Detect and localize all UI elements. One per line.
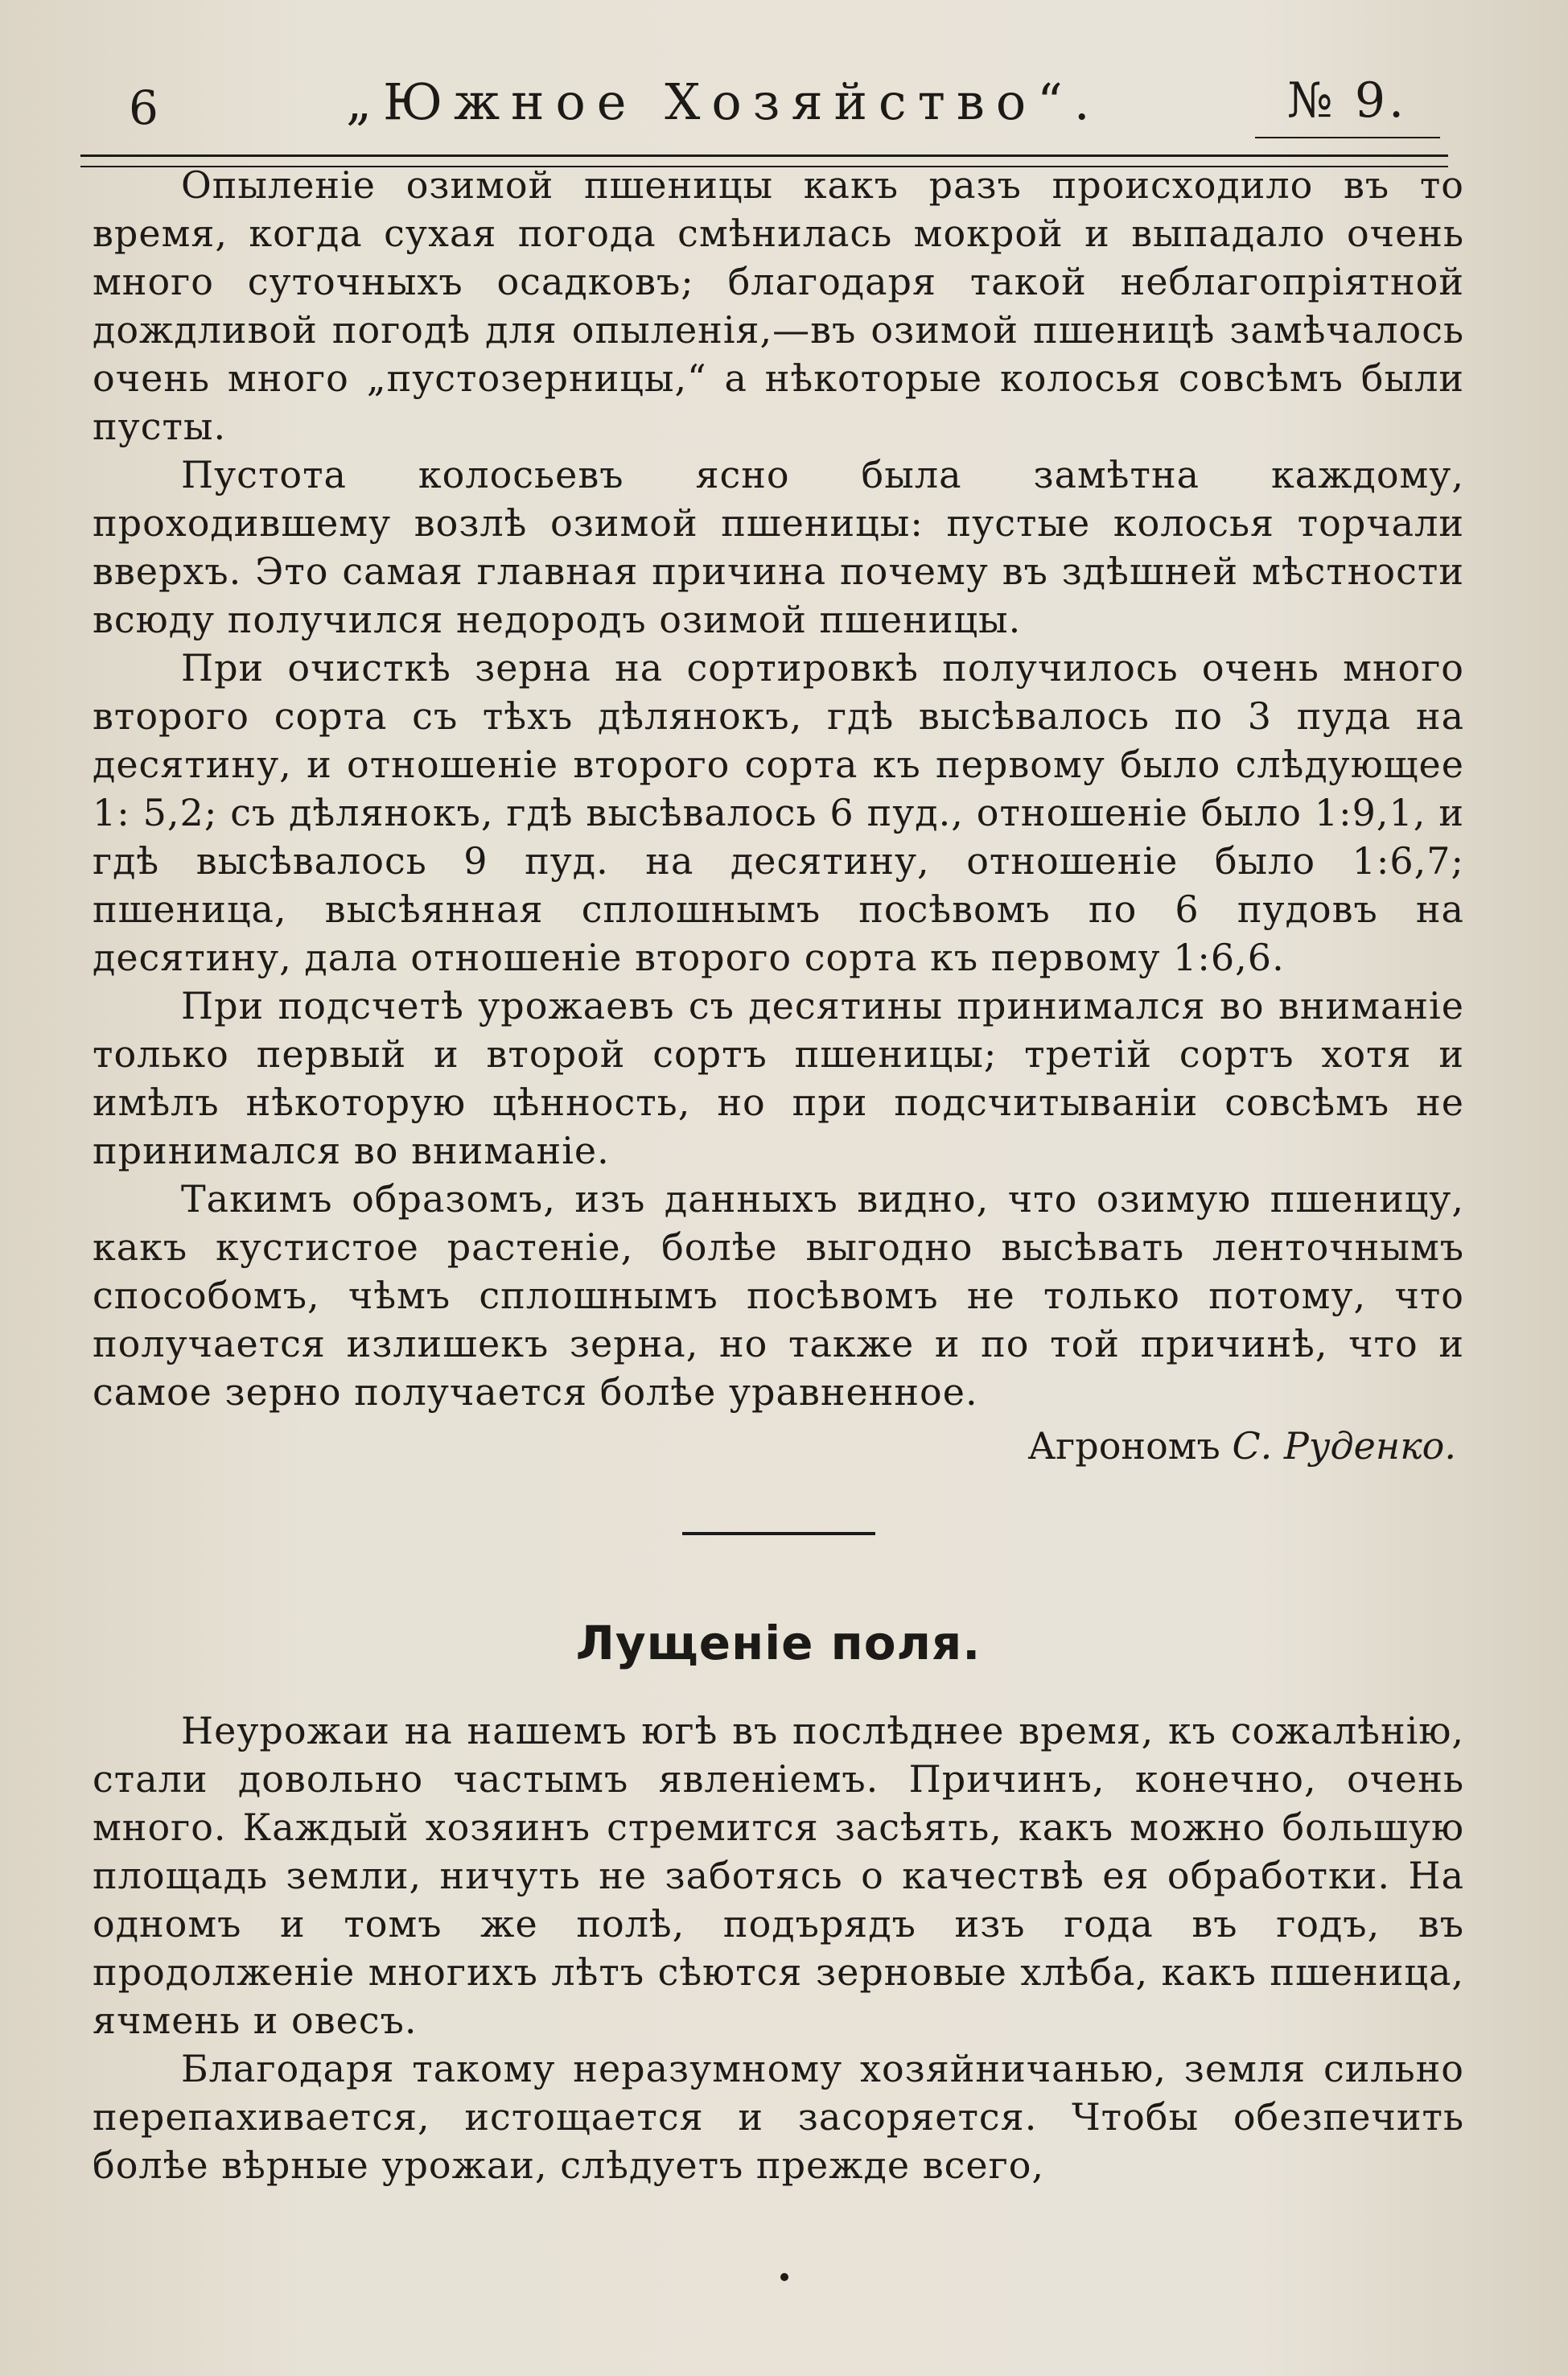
issue-number: № 9. <box>1287 72 1408 129</box>
article2-title: Лущеніе поля. <box>575 1616 982 1670</box>
section-separator <box>682 1532 875 1535</box>
header-rule-top <box>80 154 1448 157</box>
page-dot <box>780 2273 788 2281</box>
signature-role: Агрономъ <box>1027 1424 1220 1468</box>
issue-underline <box>1255 137 1440 138</box>
article1-paragraph-3: При очисткѣ зерна на сортировкѣ получилось очень много второго сорта съ тѣхъ дѣлянокъ, гдѣ высѣвалось по 3 пуда на десятину, и отношеніе второго сорта къ первому было слѣдующее 1: 5,2; съ дѣлянокъ, гдѣ высѣвалось 6 пуд., отношеніе было 1:9,1, и гдѣ высѣвалось 9 пуд. на десятину, отношеніе было 1:6,7; пшеница, высѣянная сплошнымъ посѣвомъ по 6 пудовъ на десятину, дала отношеніе второго сорта къ первому 1:6,6. <box>93 646 1464 979</box>
page-body <box>93 161 1464 2189</box>
signature <box>93 1424 1464 1468</box>
page-header <box>113 48 1440 153</box>
article1-paragraph-4: При подсчетѣ урожаевъ съ десятины принимался во вниманіе только первый и второй сортъ пшеницы; третій сортъ хотя и имѣлъ нѣкоторую цѣнность, но при подсчитываніи совсѣмъ не принимался во вниманіе. <box>93 984 1464 1172</box>
article2-paragraph-2: Благодаря такому неразумному хозяйничанью, земля сильно перепахивается, истощается и засоряется. Чтобы обезпечить болѣе вѣрные урожаи, слѣдуетъ прежде всего, <box>93 2047 1464 2187</box>
article1-paragraph-1: Опыленіе озимой пшеницы какъ разъ происходило въ то время, когда сухая погода смѣнилась мокрой и выпадало очень много суточныхъ осадковъ; благодаря такой неблагопріятной дождливой погодѣ для опыленія,—въ озимой пшеницѣ замѣчалось очень много „пустозерницы,“ а нѣкоторые колосья совсѣмъ были пусты. <box>93 163 1464 448</box>
page-number: 6 <box>129 80 158 135</box>
article2-paragraph-1: Неурожаи на нашемъ югѣ въ послѣднее время, къ сожалѣнію, стали довольно частымъ явленіемъ. Причинъ, конечно, очень много. Каждый хозяинъ стремится засѣять, какъ можно большую площадь земли, ничуть не заботясь о качествѣ ея обработки. На одномъ и томъ же полѣ, подърядъ изъ года въ годъ, въ продолженіе многихъ лѣтъ сѣются зерновые хлѣба, какъ пшеница, ячмень и овесъ. <box>93 1709 1464 2042</box>
article1-paragraph-5: Такимъ образомъ, изъ данныхъ видно, что озимую пшеницу, какъ кустистое растеніе, болѣе выгодно высѣвать ленточнымъ способомъ, чѣмъ сплошнымъ посѣвомъ не только потому, что получается излишекъ зерна, но также и по той причинѣ, что и самое зерно получается болѣе уравненное. <box>93 1177 1464 1414</box>
journal-title: „Южное Хозяйство“. <box>346 72 1101 131</box>
article1-paragraph-2: Пустота колосьевъ ясно была замѣтна каждому, проходившему возлѣ озимой пшеницы: пустые колосья торчали вверхъ. Это самая главная причина почему въ здѣшней мѣстности всюду получился недородъ озимой пшеницы. <box>93 453 1464 641</box>
signature-name: С. Руденко. <box>1232 1424 1456 1468</box>
